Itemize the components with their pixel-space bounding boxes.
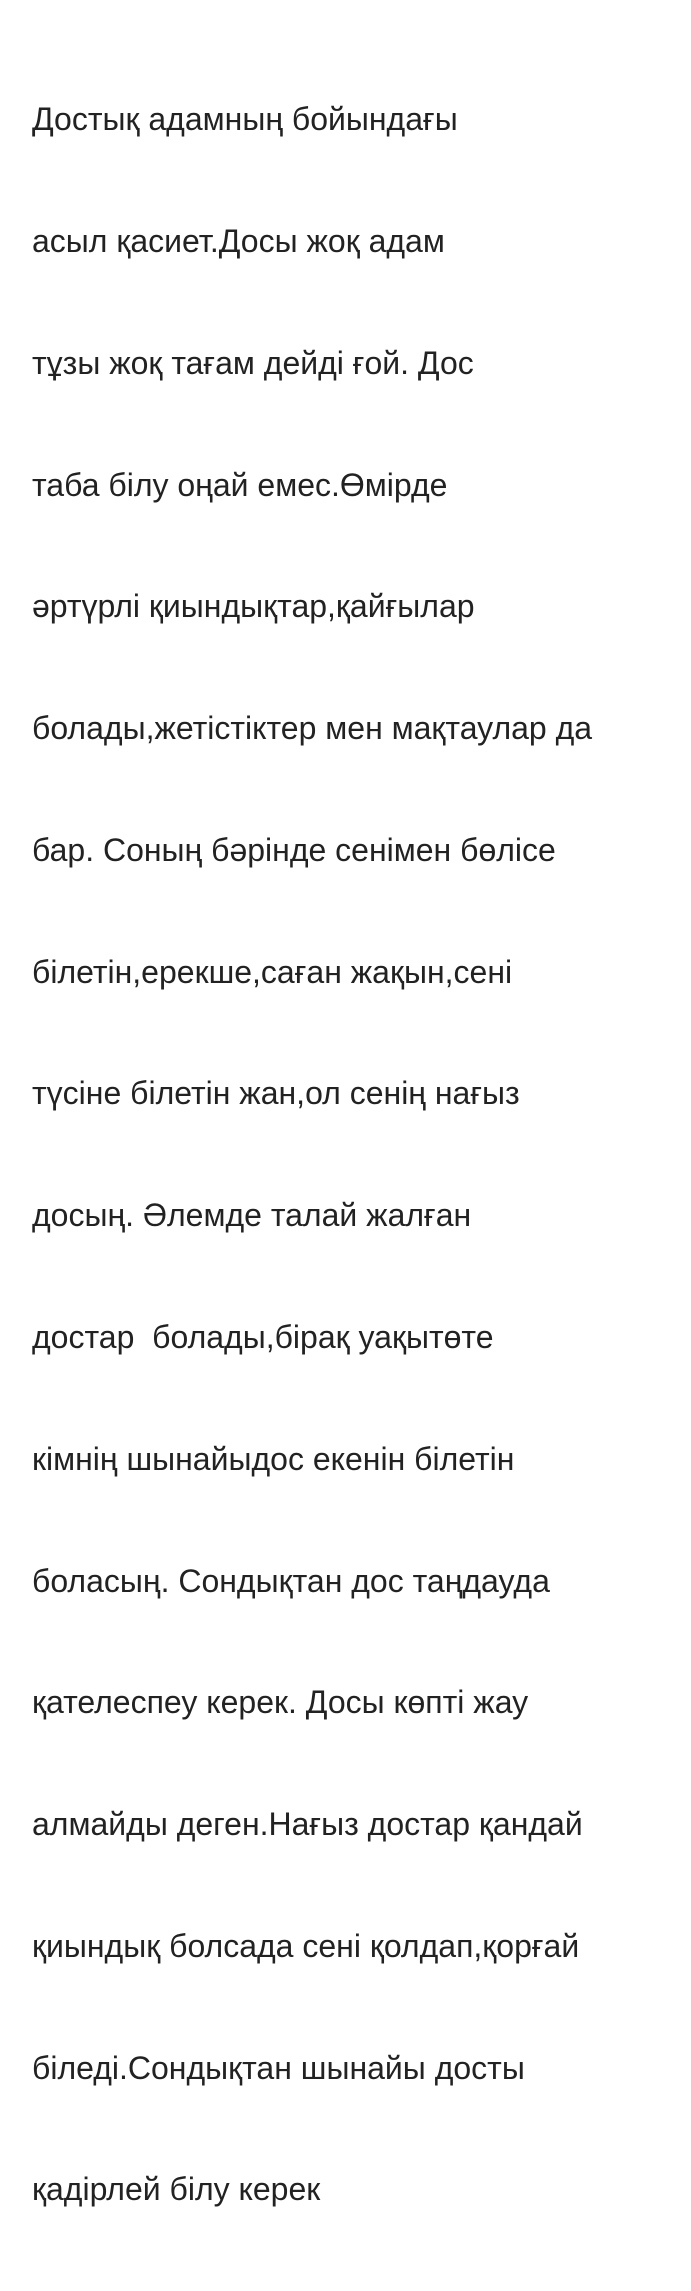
text-line: достар болады,бірақ уақытөте bbox=[32, 1319, 494, 1355]
text-line: таба білу оңай емес.Өмірде bbox=[32, 466, 448, 503]
essay-text bbox=[32, 18, 687, 2291]
text-line: түсіне білетін жан,ол сенің нағыз bbox=[32, 1075, 520, 1112]
text-line: Достық адамның бойындағы bbox=[32, 101, 458, 138]
text-line: тұзы жоқ тағам дейді ғой. Дос bbox=[32, 344, 474, 381]
text-line: білетін,ерекше,саған жақын,сені bbox=[32, 953, 513, 990]
text-line: досың. Әлемде талай жалған bbox=[32, 1197, 472, 1234]
text-line: асыл қасиет.Досы жоқ адам bbox=[32, 222, 445, 259]
text-line: болады,жетістіктер мен мақтаулар да bbox=[32, 710, 593, 747]
text-line: қадірлей білу керек bbox=[32, 2171, 321, 2208]
text-line: бар. Соның бәрінде сенімен бөлісе bbox=[32, 831, 556, 868]
text-line: алмайды деген.Нағыз достар қандай bbox=[32, 1806, 583, 1843]
text-line: әртүрлі қиындықтар,қайғылар bbox=[32, 588, 475, 625]
text-line: қателеспеу керек. Досы көпті жау bbox=[32, 1684, 529, 1721]
text-line: кімнің шынайыдос екенін білетін bbox=[32, 1440, 515, 1477]
text-line: біледі.Сондықтан шынайы досты bbox=[32, 2049, 525, 2086]
text-line: боласың. Сондықтан дос таңдауда bbox=[32, 1562, 550, 1599]
text-line: қиындық болсада сені қолдап,қорғай bbox=[32, 1927, 580, 1964]
